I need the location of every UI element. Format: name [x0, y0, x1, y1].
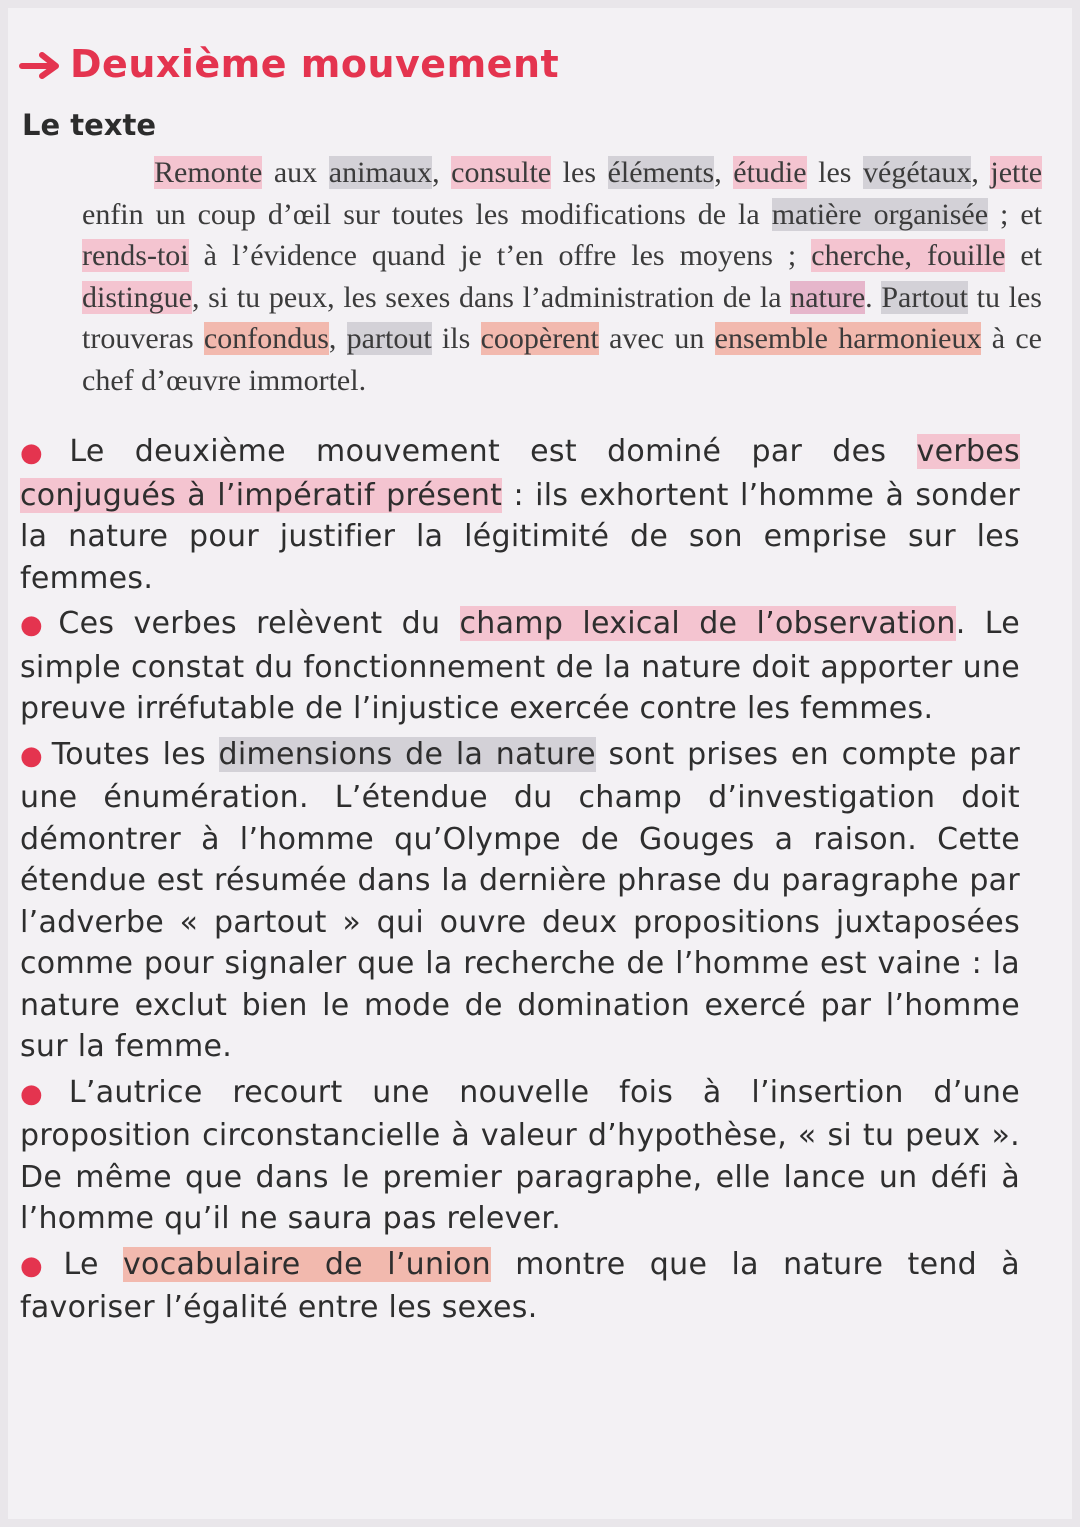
- hl-keyword: verbes conjugués à l’impératif présent: [20, 434, 1020, 513]
- text: à l’évidence quand je t’en offre les moyens ;: [188, 239, 812, 272]
- hl-union: coopèrent: [480, 322, 599, 355]
- hl-nature: éléments: [607, 156, 715, 189]
- text: Le deuxième mouvement est dominé par des: [69, 434, 917, 469]
- hl-verb: cherche, fouille: [811, 239, 1006, 272]
- text: . Le simple constat du fonctionnement de la nature doit apporter une preuve irréfutable de l’injustice exercée contre les femmes.: [20, 606, 1020, 726]
- hl-verb: distingue: [82, 280, 192, 314]
- hl-adverb: partout: [346, 322, 432, 355]
- text: ; et: [988, 197, 1042, 231]
- hl-verb: jette: [990, 156, 1043, 189]
- text: Toutes les: [51, 736, 219, 772]
- text: L’autrice recourt une nouvelle fois à l’insertion d’une proposition circonstancielle à valeur d’hypothèse, « si tu peux ». De même que dans le premier paragraphe, elle lance un défi à l’homme qu’il ne saura pas relever.: [20, 1074, 1020, 1236]
- hl-nature: matière organisée: [771, 197, 989, 231]
- text: ils: [431, 322, 481, 355]
- hl-keyword: vocabulaire de l’union: [123, 1246, 491, 1282]
- hl-adverb: Partout: [881, 280, 968, 314]
- text: ,: [714, 156, 734, 189]
- hl-keyword: champ lexical de l’observation: [459, 606, 956, 641]
- heading-text: Deuxième mouvement: [70, 42, 560, 86]
- text: ,: [971, 156, 991, 189]
- hl-union: ensemble harmonieux: [714, 322, 982, 355]
- hl-verb: consulte: [451, 156, 552, 189]
- text: et: [1005, 239, 1043, 272]
- page-heading: [18, 42, 1010, 86]
- text: aux: [262, 156, 329, 189]
- text: sont prises en compte par une énumération. L’étendue du champ d’investigation doit démontrer à l’homme qu’Olympe de Gouges a raison. Cette étendue est résumée dans la dernière phrase du paragraphe par l’adverbe « partout » qui ouvre deux propositions juxtaposées comme pour signaler que la recherche de l’homme est vaine : la nature exclut bien le mode de domination exercé par l’homme sur la femme.: [20, 736, 1020, 1064]
- text: les: [551, 156, 608, 189]
- text: : ils exhortent l’homme à sonder la nature pour justifier la légitimité de son emprise sur les femmes.: [20, 477, 1021, 596]
- arrow-right-icon: [18, 49, 64, 79]
- text: montre que la nature tend à favoriser l’égalité entre les sexes.: [20, 1246, 1020, 1325]
- bullet-dot-icon: ●: [20, 438, 64, 468]
- quoted-text: [82, 152, 1042, 401]
- bullet-dot-icon: ●: [20, 740, 46, 771]
- text: ,: [328, 322, 347, 355]
- text: les: [806, 156, 864, 189]
- text: ,: [432, 156, 452, 189]
- bullet-1: [20, 431, 1020, 599]
- bullet-2: [20, 603, 1020, 730]
- text: enfin un coup d’œil sur toutes les modifications de la: [82, 197, 772, 231]
- text: , si tu peux, les sexes dans l’administration de la: [192, 280, 791, 314]
- bullet-dot-icon: ●: [20, 1078, 63, 1109]
- document-page: [8, 8, 1072, 1519]
- text: Le: [63, 1246, 123, 1282]
- text: avec un: [598, 322, 715, 355]
- hl-nature: végétaux: [863, 156, 972, 189]
- bullet-dot-icon: ●: [20, 1250, 58, 1281]
- hl-verb: étudie: [733, 156, 807, 189]
- section-title: Le texte: [22, 108, 157, 142]
- bullet-dot-icon: ●: [20, 610, 53, 640]
- hl-verb: Remonte: [154, 156, 263, 189]
- hl-keyword: dimensions de la nature: [218, 736, 596, 772]
- text: tu les trouveras: [82, 280, 1042, 355]
- hl-nature: animaux: [328, 156, 433, 189]
- hl-verb: rends-toi: [82, 239, 189, 272]
- hl-nature: nature: [790, 280, 866, 314]
- text: .: [865, 280, 882, 314]
- text: Ces verbes relèvent du: [58, 606, 460, 641]
- bullet-4: [20, 1072, 1020, 1240]
- bullet-3: [20, 734, 1020, 1068]
- bullet-5: [20, 1244, 1020, 1329]
- text: à ce chef d’œuvre immortel.: [82, 322, 1042, 397]
- hl-union: confondus: [203, 322, 329, 355]
